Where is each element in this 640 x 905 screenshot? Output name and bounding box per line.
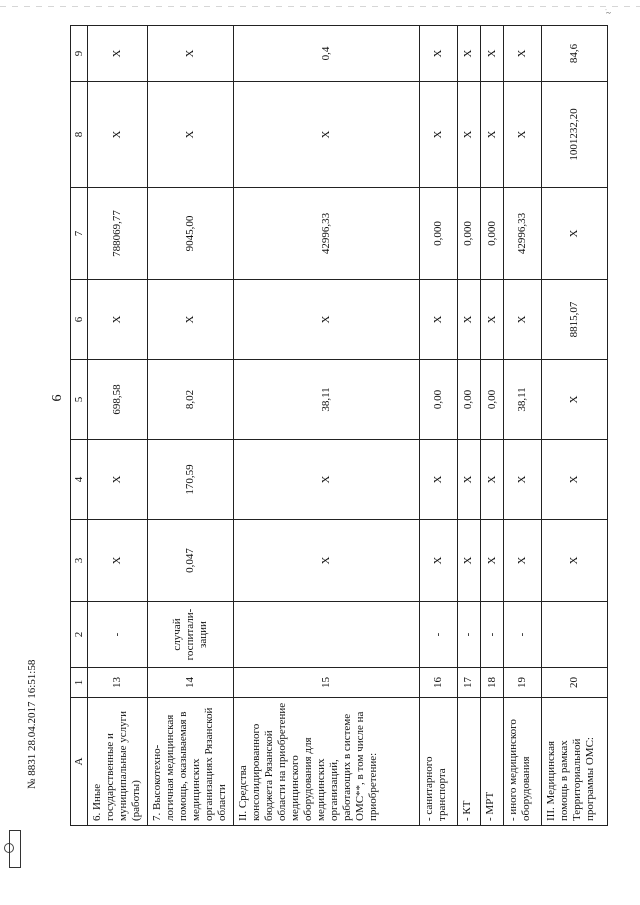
cell-col-4: Х [234, 440, 420, 520]
cell-col-4: Х [88, 440, 148, 520]
cell-col-4: Х [420, 440, 458, 520]
cell-col-4: Х [481, 440, 504, 520]
cell-col-3: Х [504, 520, 542, 602]
cell-col-8: Х [234, 82, 420, 188]
cell-col-4: 170,59 [147, 440, 233, 520]
cell-col-5: 698,58 [88, 360, 148, 440]
header-col-a: А [71, 698, 88, 826]
cell-col-2 [541, 602, 607, 668]
cell-col-6: 8815,07 [541, 280, 607, 360]
cell-col-8: Х [420, 82, 458, 188]
cell-col-3: Х [541, 520, 607, 602]
cell-col-5: Х [541, 360, 607, 440]
cell-col-1: 14 [147, 668, 233, 698]
cell-col-8: 1001232,20 [541, 82, 607, 188]
cell-col-3: Х [481, 520, 504, 602]
cell-col-4: Х [541, 440, 607, 520]
cell-col-2: - [504, 602, 542, 668]
rotated-table-container [70, 26, 608, 826]
cell-col-8: Х [147, 82, 233, 188]
cell-col-7: 9045,00 [147, 188, 233, 280]
cell-col-2: - [481, 602, 504, 668]
cell-col-3: Х [420, 520, 458, 602]
header-col-8: 8 [71, 82, 88, 188]
cell-col-3: 0,047 [147, 520, 233, 602]
cell-col-6: Х [88, 280, 148, 360]
cell-col-7: 788069,77 [88, 188, 148, 280]
row-name: II. Средства консолидированного бюджета Рязанской области на приобретение медицинского оборудования для медицинских организаций, работающих в системе ОМС**, в том числе на приобретение: [234, 698, 420, 826]
row-name: - санитарного транспорта [420, 698, 458, 826]
cell-col-1: 16 [420, 668, 458, 698]
table-row [504, 26, 542, 826]
row-name: III. Медицинская помощь в рамках Территориальной программы ОМС: [541, 698, 607, 826]
header-col-3: 3 [71, 520, 88, 602]
cell-col-8: Х [481, 82, 504, 188]
cell-col-1: 15 [234, 668, 420, 698]
cell-col-5: 38,11 [234, 360, 420, 440]
cell-col-5: 0,00 [457, 360, 480, 440]
cell-col-2: - [420, 602, 458, 668]
cell-col-9: Х [504, 26, 542, 82]
cell-col-9: Х [420, 26, 458, 82]
cell-col-2 [234, 602, 420, 668]
cell-col-5: 38,11 [504, 360, 542, 440]
row-name: - МРТ [481, 698, 504, 826]
table-row [88, 26, 148, 826]
table-row [234, 26, 420, 826]
table-row [457, 26, 480, 826]
cell-col-9: Х [147, 26, 233, 82]
cell-col-1: 17 [457, 668, 480, 698]
header-col-9: 9 [71, 26, 88, 82]
cell-col-6: Х [504, 280, 542, 360]
cell-col-1: 18 [481, 668, 504, 698]
cell-col-8: Х [504, 82, 542, 188]
cell-col-6: Х [420, 280, 458, 360]
header-col-2: 2 [71, 602, 88, 668]
cell-col-9: Х [481, 26, 504, 82]
corner-scan-mark: ~ֺ [606, 8, 611, 18]
cell-col-6: Х [234, 280, 420, 360]
header-col-1: 1 [71, 668, 88, 698]
header-row [71, 26, 88, 826]
table-row [420, 26, 458, 826]
cell-col-5: 8,02 [147, 360, 233, 440]
cell-col-2: случай госпитали-зации [147, 602, 233, 668]
cell-col-6: Х [147, 280, 233, 360]
cell-col-9: Х [457, 26, 480, 82]
cell-col-9: 0,4 [234, 26, 420, 82]
cell-col-6: Х [457, 280, 480, 360]
cell-col-4: Х [457, 440, 480, 520]
header-col-4: 4 [71, 440, 88, 520]
registry-stamp-box [9, 830, 21, 868]
cell-col-7: 42996,33 [504, 188, 542, 280]
cell-col-7: 0,000 [420, 188, 458, 280]
header-col-7: 7 [71, 188, 88, 280]
cell-col-2: - [457, 602, 480, 668]
cell-col-3: Х [88, 520, 148, 602]
cell-col-7: 42996,33 [234, 188, 420, 280]
cell-col-1: 13 [88, 668, 148, 698]
cell-col-3: Х [234, 520, 420, 602]
cell-col-8: Х [88, 82, 148, 188]
cell-col-5: 0,00 [481, 360, 504, 440]
cell-col-1: 19 [504, 668, 542, 698]
cell-col-2: - [88, 602, 148, 668]
header-col-5: 5 [71, 360, 88, 440]
page-number: 6 [50, 394, 65, 402]
cell-col-7: 0,000 [457, 188, 480, 280]
cell-col-8: Х [457, 82, 480, 188]
cell-col-9: 84,6 [541, 26, 607, 82]
registration-footer: № 8831 28.04.2017 16:51:58 [26, 659, 38, 789]
table-row [481, 26, 504, 826]
table-row [147, 26, 233, 826]
cell-col-3: Х [457, 520, 480, 602]
cell-col-7: Х [541, 188, 607, 280]
scan-artifact-line [0, 6, 640, 7]
row-name: 6. Иные государственные и муниципальные услуги (работы) [88, 698, 148, 826]
cell-col-7: 0,000 [481, 188, 504, 280]
funding-table [70, 25, 608, 826]
header-col-6: 6 [71, 280, 88, 360]
cell-col-1: 20 [541, 668, 607, 698]
table-row [541, 26, 607, 826]
row-name: - иного медицинского оборудования [504, 698, 542, 826]
cell-col-9: Х [88, 26, 148, 82]
cell-col-4: Х [504, 440, 542, 520]
cell-col-6: Х [481, 280, 504, 360]
row-name: - КТ [457, 698, 480, 826]
cell-col-5: 0,00 [420, 360, 458, 440]
row-name: 7. Высокотехно-логичная медицинская помощь, оказываемая в медицинских организациях Рязанской области [147, 698, 233, 826]
